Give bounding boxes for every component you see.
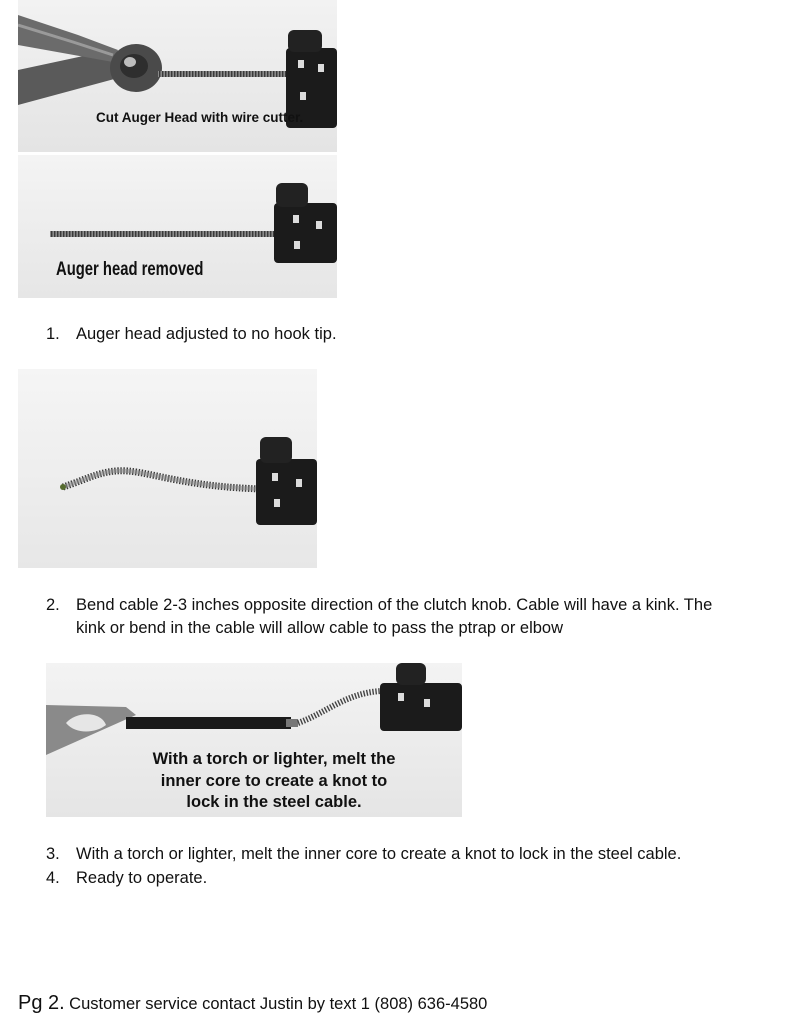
photo-caption: Auger head removed: [56, 259, 204, 280]
photo-caption-line: With a torch or lighter, melt the: [152, 750, 396, 768]
step-number: 3.: [46, 845, 60, 863]
photo-caption-line: inner core to create a knot to: [160, 771, 388, 790]
step-item: [46, 323, 766, 347]
wire-cutter-cutting-auger-photo-icon: [18, 0, 337, 152]
step-text: With a torch or lighter, melt the inner core to create a knot to lock in the steel cable.: [76, 845, 682, 863]
step-text-line: Bend cable 2-3 inches opposite direction of the clutch knob. Cable will have a kink. The: [76, 596, 713, 614]
page-footer: [18, 992, 487, 1015]
step-text: Ready to operate.: [76, 869, 208, 887]
step-number: 2.: [46, 596, 60, 614]
photo-caption-line: lock in the steel cable.: [186, 793, 362, 811]
auger-removed-photo: [18, 155, 337, 298]
customer-service-contact: Customer service contact Justin by text 1 (808) 636-4580: [69, 995, 488, 1013]
photo-caption: Cut Auger Head with wire cutter.: [96, 110, 304, 125]
step-text-line: kink or bend in the cable will allow cable to pass the ptrap or elbow: [76, 619, 564, 637]
step-text: Auger head adjusted to no hook tip.: [76, 325, 337, 343]
step-number: 4.: [46, 869, 60, 887]
step-number: 1.: [46, 325, 60, 343]
auger-cable-bent-photo-icon: [18, 369, 317, 568]
wire-cutter-photo: [18, 0, 337, 152]
photo-caption: [124, 749, 424, 814]
torch-photo: [46, 663, 462, 817]
bent-cable-photo: [18, 369, 317, 568]
page-number: Pg 2.: [18, 992, 65, 1014]
step-item: [46, 843, 781, 867]
step-text: [76, 594, 712, 640]
step-item: [46, 594, 781, 640]
step-item: [46, 867, 781, 891]
